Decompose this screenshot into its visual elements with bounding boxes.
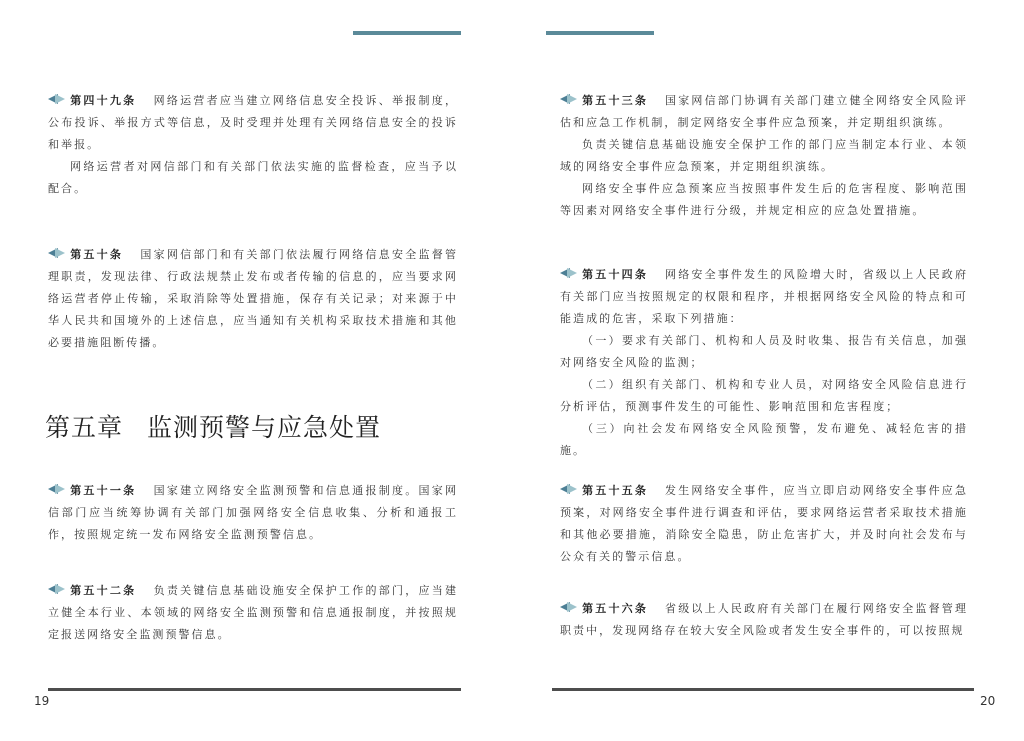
article-text: 国家网信部门和有关部门依法履行网络信息安全监督管理职责，发现法律、行政法规禁止发布或者传输的信息的，应当要求网络运营者停止传输，采取消除等处置措施，保存有关记录；对来源于中华人民共和国境外的上述信息，应当通知有关机构采取技术措施和其他必要措施阻断传播。 (48, 248, 459, 349)
article-51 (48, 480, 458, 546)
article-number: 第五十条 (70, 248, 124, 261)
article-number: 第五十一条 (70, 484, 137, 497)
article-marker-icon (48, 93, 68, 105)
article-52 (48, 580, 458, 646)
article-49 (48, 90, 458, 200)
article-53 (560, 90, 968, 222)
footer-bar-right (552, 688, 974, 691)
article-text: 负责关键信息基础设施安全保护工作的部门，应当建立健全本行业、本领域的网络安全监测预警和信息通报制度，并按照规定报送网络安全监测预警信息。 (48, 584, 458, 641)
article-text: 网络安全事件发生的风险增大时，省级以上人民政府有关部门应当按照规定的权限和程序，并根据网络安全风险的特点和可能造成的危害，采取下列措施： (560, 268, 969, 325)
article-text: 发生网络安全事件，应当立即启动网络安全事件应急预案，对网络安全事件进行调查和评估，要求网络运营者采取技术措施和其他必要措施，消除安全隐患，防止危害扩大，并及时向社会发布与公众有关的警示信息。 (560, 484, 969, 563)
page-number-right: 20 (980, 694, 996, 708)
article-text: 网络运营者应当建立网络信息安全投诉、举报制度，公布投诉、举报方式等信息，及时受理并处理有关网络信息安全的投诉和举报。 (48, 94, 458, 151)
article-number: 第四十九条 (70, 94, 137, 107)
article-number: 第五十三条 (582, 94, 649, 107)
article-marker-icon (48, 247, 68, 259)
article-number: 第五十四条 (582, 268, 649, 281)
article-number: 第五十六条 (582, 602, 649, 615)
page-number-left: 19 (34, 694, 50, 708)
measure-item: （二）组织有关部门、机构和专业人员，对网络安全风险信息进行分析评估，预测事件发生的可能性、影响范围和危害程度； (560, 378, 968, 413)
article-number: 第五十二条 (70, 584, 137, 597)
measure-item: （三）向社会发布网络安全风险预警，发布避免、减轻危害的措施。 (560, 422, 968, 457)
article-paragraph: 网络安全事件应急预案应当按照事件发生后的危害程度、影响范围等因素对网络安全事件进行分级，并规定相应的应急处置措施。 (560, 182, 968, 217)
top-bar-left (353, 31, 461, 35)
article-paragraph: 负责关键信息基础设施安全保护工作的部门应当制定本行业、本领域的网络安全事件应急预案，并定期组织演练。 (560, 138, 968, 173)
article-50 (48, 244, 458, 354)
article-marker-icon (560, 267, 580, 279)
article-text: 国家网信部门协调有关部门建立健全网络安全风险评估和应急工作机制，制定网络安全事件应急预案，并定期组织演练。 (560, 94, 969, 129)
article-54 (560, 264, 968, 462)
article-marker-icon (560, 601, 580, 613)
article-marker-icon (48, 483, 68, 495)
footer-bar-left (48, 688, 461, 691)
top-bar-right (546, 31, 654, 35)
article-56 (560, 598, 968, 642)
chapter-heading (45, 408, 405, 444)
article-marker-icon (560, 93, 580, 105)
article-marker-icon (48, 583, 68, 595)
chapter-title: 监测预警与应急处置 (147, 413, 382, 442)
article-55 (560, 480, 968, 568)
article-number: 第五十五条 (582, 484, 649, 497)
article-text: 省级以上人民政府有关部门在履行网络安全监督管理职责中，发现网络存在较大安全风险或者发生安全事件的，可以按照规 (560, 602, 969, 637)
article-marker-icon (560, 483, 580, 495)
measure-item: （一）要求有关部门、机构和人员及时收集、报告有关信息，加强对网络安全风险的监测； (560, 334, 968, 369)
chapter-number: 第五章 (45, 413, 124, 442)
article-paragraph: 网络运营者对网信部门和有关部门依法实施的监督检查，应当予以配合。 (48, 160, 458, 195)
article-text: 国家建立网络安全监测预警和信息通报制度。国家网信部门应当统筹协调有关部门加强网络安全信息收集、分析和通报工作，按照规定统一发布网络安全监测预警信息。 (48, 484, 458, 541)
